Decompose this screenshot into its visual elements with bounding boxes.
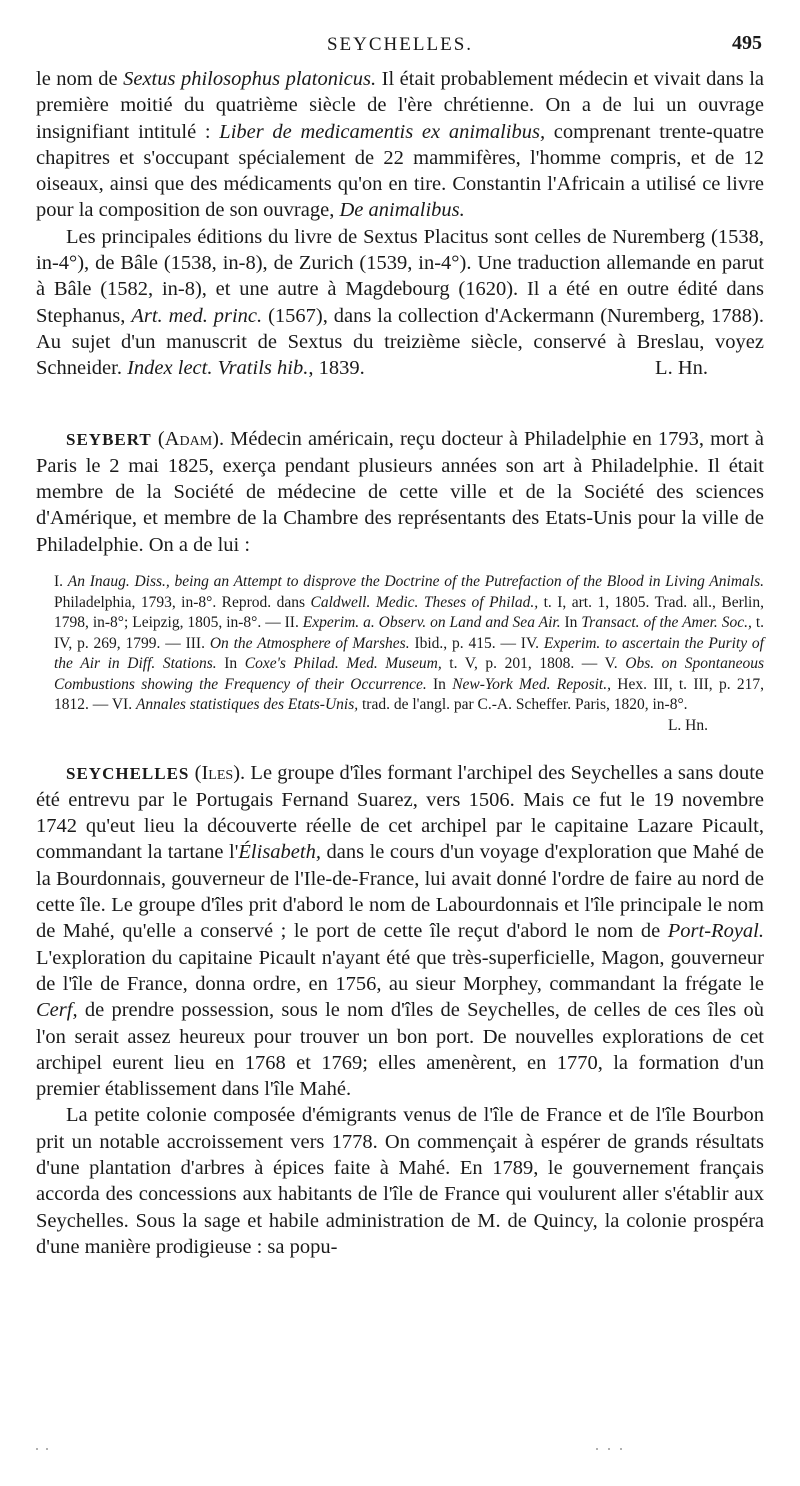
biblio-run: I. [54,573,68,591]
biblio-run: In [560,614,582,632]
italic-title: De animalibus. [339,199,465,222]
author-signature: L. Hn. [667,716,708,734]
entry-headword: SEYBERT [66,429,152,449]
italic-title: Liber de medicamentis ex animalibus, [219,120,546,143]
page-footer-dots [36,1444,764,1454]
footer-dot [46,1448,48,1450]
entry-subtitle: Iles [201,761,234,784]
text-run: , 1839. [308,357,365,380]
text-run: Le groupe d'îles formant l'archipel des Seychelles a sans doute été entrevu par le Portugais Fernand Suarez, vers 1506. Mais ce fut le 19 novembre 1742 qu'eut lieu la découverte réelle de cet archipel par le capitaine Lazare Picault, commandant la tartane l' [36,761,764,864]
text-run: de prendre possession, sous le nom d'îles de Seychelles, de celles de ces îles où l'on serait assez heureux pour trouver un bon port. De nouvelles explorations de cet archipel eurent lieu en 1768 et 1769; elles amenèrent, en 1770, la formation d'un premier établissement dans l'île Mahé. [36,999,764,1101]
text-run: ( [151,427,165,450]
biblio-title: Experim. a. Observ. on Land and Sea Air. [302,614,561,632]
italic-title: Index lect. Vratils hib. [127,357,309,380]
biblio-title: Transact. of the Amer. Soc., [581,614,752,632]
biblio-title: Coxe's Philad. Med. Museum, [244,655,442,673]
text-run: ). [233,761,251,784]
sextus-paragraph-2 [36,224,764,382]
biblio-title: Annales statistiques des Etats-Unis, [135,696,359,714]
running-head: SEYCHELLES. [326,34,474,55]
biblio-title: New-York Med. Reposit., [452,675,611,693]
page-body [36,66,764,1260]
sextus-paragraph-1 [36,66,764,224]
italic-title: Art. med. princ. [131,304,263,327]
footer-dot [608,1448,610,1450]
italic-title: Élisabeth, [238,841,321,864]
biblio-run: Philadelphia, 1793, in-8°. Reprod. dans [54,593,311,611]
biblio-run: trad. de l'angl. par C.-A. Scheffer. Paris, 1820, in-8°. [358,696,688,714]
biblio-title: Obs. on Spontaneous Combustions showing the Frequency of their Occurrence. [54,655,764,693]
text-run: ( [189,761,202,784]
biblio-title: Caldwell. Medic. Theses of Philad., [310,593,539,611]
seybert-entry [36,426,764,558]
text-run: ). [212,427,231,450]
biblio-run: In [426,675,453,693]
footer-dot [620,1448,622,1450]
seychelles-entry [36,760,764,1103]
italic-title: Cerf, [36,999,78,1022]
biblio-run: t. I, art. 1, 1805. Trad. all., Berlin, 1798, in-8°; Leipzig, 1805, in-8°. — II. [54,593,764,632]
text-run: le nom de [36,68,124,90]
footer-dot [36,1448,38,1450]
text-run: Il était probablement médecin et vivait dans la première moitié du quatrième siècle de l'ère chrétienne. On a de lui un ouvrage insignifiant intitulé : [36,68,764,143]
page-header [0,30,800,60]
italic-title: Sextus philosophus platonicus. [123,68,377,90]
italic-title: Port-Royal. [667,920,764,943]
author-signature: L. Hn. [655,357,708,380]
biblio-title: Experim. to ascertain the Purity of the Air in Diff. Stations. [54,634,764,673]
entry-text: Médecin américain, reçu docteur à Philadelphie en 1793, mort à Paris le 2 mai 1825, exerça pendant plusieurs années son art à Philadelphie. Il était membre de la Société de médecine de cette ville et de la Société des sciences d'Amérique, et membre de la Chambre des représentants des Etats-Unis pour la ville de Philadelphie. On a de lui : [36,427,764,556]
biblio-title: An Inaug. Diss., being an Attempt to disprove the Doctrine of the Putrefaction of the Blood in Living Animals. [67,573,764,591]
biblio-run: t. IV, p. 269, 1799. — III. [54,614,764,652]
page-number: 495 [732,32,762,54]
text-run: Les principales éditions du livre de Sextus Placitus sont celles de Nuremberg (1538, in-4°), de Bâle (1538, in-8), de Zurich (1539, in-4°). Une traduction allemande en parut à Bâle (1582, in-8), et une autre à Magdebourg (1620). Il a été en outre édité dans Stephanus, [36,225,764,327]
footer-dot [596,1448,598,1450]
biblio-run: Ibid., p. 415. — IV. [409,634,544,652]
biblio-run: In [216,655,245,673]
entry-forename: Adam [164,427,213,450]
biblio-run: Hex. III, t. III, p. 217, 1812. — VI. [54,675,764,714]
text-run: comprenant trente-quatre chapitres et s'occupant spécialement de 22 mammifères, l'homme compris, et de 12 oiseaux, ainsi que des médicaments qu'on en tire. Constantin l'Africain a utilisé ce livre pour la composition de son ouvrage, [36,120,764,222]
text-run: dans le cours d'un voyage d'exploration que Mahé de la Bourdonnais, gouverneur de l'Ile-de-France, lui avait donné l'ordre de faire au nord de cette île. Le groupe d'îles prit d'abord le nom de Labourdonnais et l'île principale le nom de Mahé, qu'elle a conservé ; le port de cette île reçut d'abord le nom de [36,841,764,943]
biblio-run: t. V, p. 201, 1808. — V. [441,655,626,673]
text-run: L'exploration du capitaine Picault n'ayant été que très-superficielle, Magon, gouverneur de l'île de France, donna ordre, en 1756, au sieur Morphey, commandant la frégate le [36,946,764,995]
entry-headword: SEYCHELLES [66,763,190,783]
text-run: (1567), dans la collection d'Ackermann (Nuremberg, 1788). Au sujet d'un manuscrit de Sextus du treizième siècle, conservé à Breslau, voyez Schneider. [36,304,764,380]
biblio-title: On the Atmosphere of Marshes. [209,634,410,652]
seychelles-paragraph-2: La petite colonie composée d'émigrants venus de l'île de France et de l'île Bourbon prit un notable accroissement vers 1778. On commençait à espérer de grands résultats d'une plantation d'arbres à épices faite à Mahé. En 1789, le gouvernement français accorda des concessions aux habitants de l'île de France qui voulurent aller s'établir aux Seychelles. Sous la sage et habile administration de M. de Quincy, la colonie prospéra d'une manière prodigieuse : sa popu- [36,1104,764,1258]
seybert-bibliography [36,572,764,734]
